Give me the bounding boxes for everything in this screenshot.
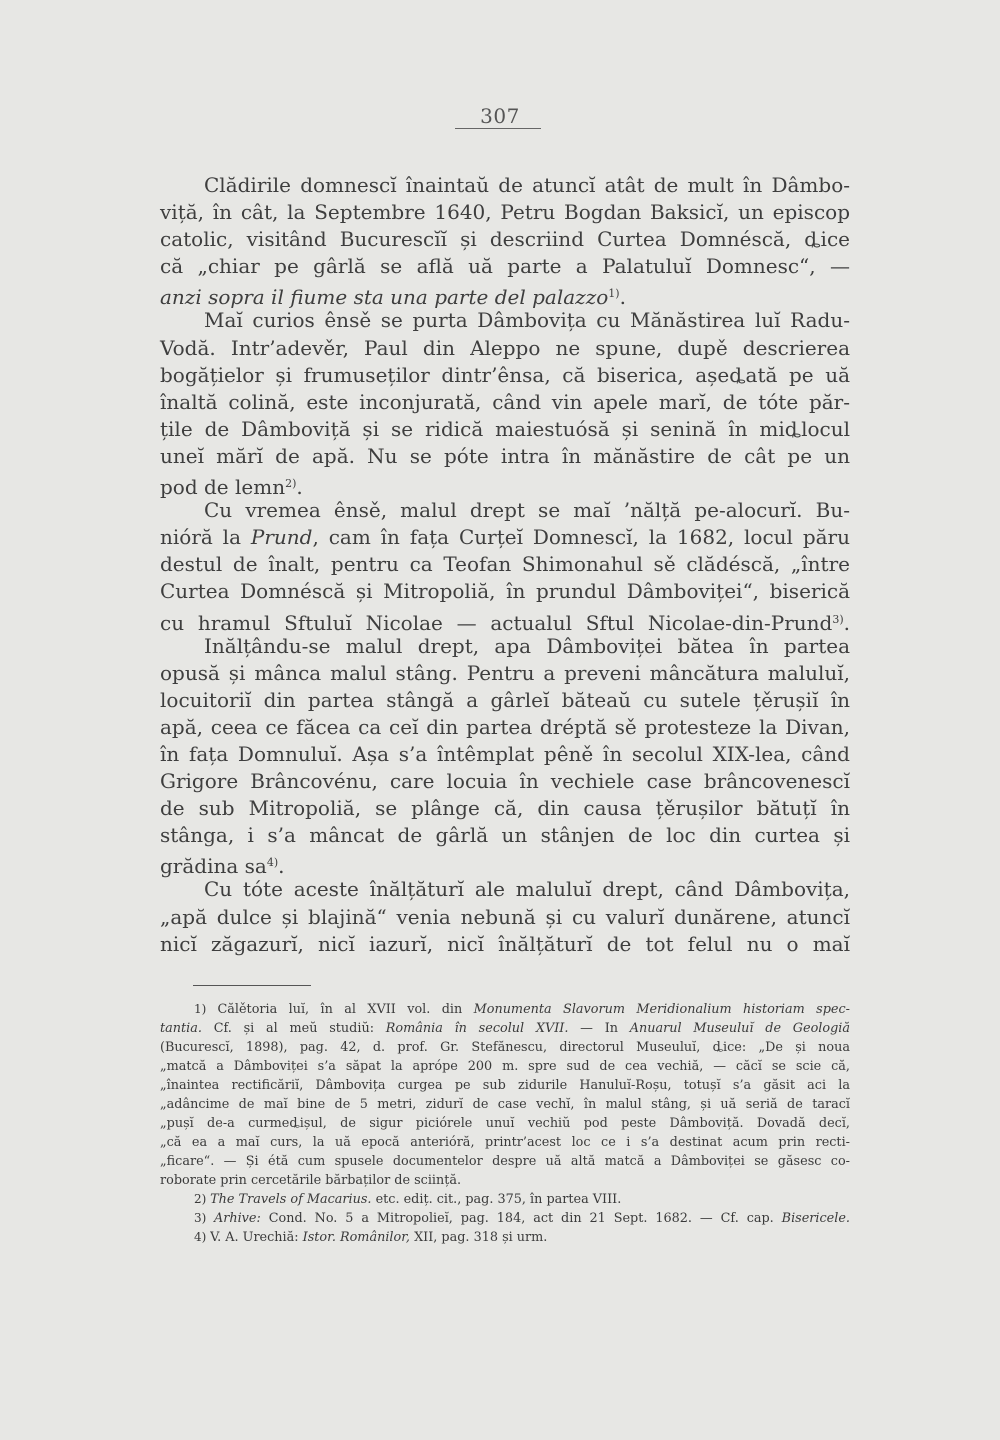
text-run: „apă dulce și blajină“ venia nebună și cu valurĭ dunărene, atuncĭ [160, 904, 850, 929]
text-run: Cond. No. 5 a Mitropolieĭ, pag. 184, act din 21 Sept. 1682. — Cf. cap. [260, 1211, 782, 1226]
text-run: The Travels of Macarius. [210, 1192, 372, 1207]
footnote-line [160, 1076, 850, 1095]
text-run: Cu tóte aceste înălțăturĭ ale maluluĭ drept, când Dâmbovița, [204, 877, 850, 902]
body-text [160, 172, 850, 958]
body-line [160, 904, 850, 931]
text-run: (Bucurescĭ, 1898), pag. 42, d. prof. Gr. Stefănescu, directorul Museuluĭ, ȡice: „De și noua [160, 1040, 850, 1055]
text-run: . [278, 854, 285, 879]
body-line [160, 931, 850, 958]
footnote-reference: 1) [608, 287, 620, 301]
body-line [160, 606, 850, 633]
text-run: Grigore Brâncovénu, care locuia în vechiele case brâncovenescĭ [160, 769, 850, 794]
text-run: în fața Domnuluĭ. Așa s’a întêmplat pêně în secolul XIX-lea, când [160, 741, 850, 766]
text-run: Istor. Românilor, [302, 1230, 410, 1245]
text-run: Călětoria luĭ, în al XVII vol. din [217, 1002, 474, 1017]
text-run: „ficare“. — Și étă cum spusele documentelor despre uă altă matcă a Dâmboviței se găsesc co- [160, 1154, 850, 1169]
text-run: uneĭ mărĭ de apă. Nu se póte intra în mănăstire de cât pe un [160, 443, 850, 468]
text-run: Maĭ curios ênsě se purta Dâmbovița cu Mănăstirea luĭ Radu- [204, 308, 850, 333]
body-line [160, 849, 850, 879]
body-line [160, 524, 850, 551]
text-run: viță, în cât, la Septembre 1640, Petru Bogdan Baksicĭ, un episcop [160, 200, 850, 225]
text-run: țile de Dâmboviță și se ridică maiestuósă și senină în miȡlocul [160, 416, 850, 441]
body-line [160, 253, 850, 280]
body-line [160, 795, 850, 822]
text-run: Bisericele. [781, 1211, 850, 1226]
body-line [160, 551, 850, 578]
text-run: etc. ediț. cit., pag. 375, în partea VIII. [371, 1192, 622, 1207]
footnote-line [160, 1000, 850, 1019]
text-run: înaltă colină, este inconjurată, când vin apele marĭ, de tóte păr- [160, 389, 850, 414]
body-line [160, 470, 850, 500]
text-run: roborate prin cercetările bărbaților de sciință. [160, 1173, 462, 1188]
text-run: Arhive: [213, 1211, 261, 1226]
text-run: nióră la [160, 525, 251, 550]
body-line [160, 578, 850, 605]
footnote-separator [193, 985, 311, 986]
footnote-reference: 4) [266, 856, 279, 870]
text-run: „pușĭ de-a curmeȡișul, de sigur piciórele unuĭ vechiŭ pod peste Dâmboviță. Dovadă decĭ, [160, 1116, 850, 1131]
footnote-line [160, 1228, 850, 1247]
text-run: Prund [250, 525, 313, 550]
footnotes [160, 1000, 850, 1247]
text-run: „înaintea rectificăriĭ, Dâmbovița curgea pe sub zidurile Hanuluĭ-Roșu, totușĭ s’a găsit aci la [160, 1078, 850, 1093]
footnote-line [160, 1095, 850, 1114]
page-number-rule [455, 128, 541, 129]
body-line [160, 768, 850, 795]
text-run: „adâncime de maĭ bine de 5 metri, zidurĭ de case vechĭ, în malul stâng, și uă seriă de taracĭ [160, 1097, 850, 1112]
text-run: locuitoriĭ din partea stângă a gârleĭ băteaŭ cu sutele țěrușiĭ în [160, 687, 850, 712]
footnote-line [160, 1019, 850, 1038]
body-line [160, 497, 850, 524]
text-run: , cam în fața Curțeĭ Domnescĭ, la 1682, locul păru [312, 525, 850, 550]
text-run: România în secolul XVII. [385, 1021, 569, 1036]
footnote-line [160, 1114, 850, 1133]
text-run: nicĭ zăgazurĭ, nicĭ iazurĭ, nicĭ înălțăturĭ de tot felul nu o maĭ [160, 931, 850, 956]
footnote-number: 1) [194, 1002, 218, 1016]
text-run: destul de înalt, pentru ca Teofan Shimonahul sě clădéscă, „între [160, 552, 850, 577]
text-run: anzi sopra il fiume sta una parte del palazzo [160, 285, 609, 310]
text-run: pod de lemn [160, 475, 286, 500]
text-run: — In [568, 1021, 630, 1036]
body-line [160, 822, 850, 849]
text-run: de sub Mitropoliă, se plânge că, din causa țěrușilor bătuțĭ în [160, 796, 850, 821]
footnote-line [160, 1038, 850, 1057]
text-run: apă, ceea ce făcea ca ceĭ din partea dréptă sě protesteze la Divan, [160, 714, 850, 739]
text-run: opusă și mânca malul stâng. Pentru a preveni mâncătura maluluĭ, [160, 660, 850, 685]
body-line [160, 307, 850, 334]
text-run: stânga, i s’a mâncat de gârlă un stânjen de loc din curtea și [160, 823, 850, 848]
body-line [160, 443, 850, 470]
footnote-line [160, 1152, 850, 1171]
text-run: V. A. Urechiă: [210, 1230, 303, 1245]
text-run: XII, pag. 318 și urm. [410, 1230, 548, 1245]
text-run: Curtea Domnéscă și Mitropoliă, în prundul Dâmboviței“, biserică [160, 579, 850, 604]
body-line [160, 660, 850, 687]
text-run: Monumenta Slavorum Meridionalium historiam spec- [473, 1002, 850, 1017]
footnote-line [160, 1171, 850, 1190]
body-line [160, 389, 850, 416]
body-line [160, 226, 850, 253]
footnote-line [160, 1133, 850, 1152]
footnote-line [160, 1190, 850, 1209]
footnote-number: 4) [194, 1230, 211, 1244]
body-line [160, 199, 850, 226]
text-run: Vodă. Intr’adevěr, Paul din Aleppo ne spune, dupě descrierea [160, 335, 850, 360]
text-run: „că ea a maĭ curs, la uă epocă anterióră, printr’acest loc ce i s’a destinat acum prin recti- [160, 1135, 850, 1150]
text-run: cu hramul Sftuluĭ Nicolae — actualul Sftul Nicolae-din-Prund [160, 610, 833, 635]
text-run: grădina sa [160, 854, 267, 879]
text-run: catolic, visitând Bucurescĭĭ și descriind Curtea Domnéscă, ȡice [160, 227, 850, 252]
page-number: 307 [480, 104, 520, 128]
footnote-line [160, 1209, 850, 1228]
body-line [160, 633, 850, 660]
text-run: Cu vremea ênsě, malul drept se maĭ ’nălță pe-alocurĭ. Bu- [204, 498, 850, 523]
text-run: că „chiar pe gârlă se află uă parte a Palatuluĭ Domnesc“, — [160, 254, 850, 279]
body-line [160, 687, 850, 714]
text-run: Cf. și al meŭ studiŭ: [201, 1021, 386, 1036]
body-line [160, 335, 850, 362]
text-run: tantia. [160, 1021, 202, 1036]
text-run: Anuarul Museuluĭ de Geologiă [629, 1021, 851, 1036]
footnote-reference: 2) [285, 477, 297, 491]
footnote-number: 3) [194, 1211, 214, 1225]
body-line [160, 172, 850, 199]
body-line [160, 280, 850, 310]
text-run: Inălțându-se malul drept, apa Dâmboviței bătea în partea [204, 633, 850, 658]
text-run: bogățielor și frumuseților dintr’ênsa, că biserica, așeȡată pe uă [160, 362, 850, 387]
body-line [160, 876, 850, 903]
text-run: . [619, 285, 626, 310]
text-run: . [843, 610, 850, 635]
footnote-number: 2) [194, 1192, 211, 1206]
text-run: . [296, 475, 303, 500]
body-line [160, 714, 850, 741]
text-run: „matcă a Dâmboviței s’a săpat la aprópe 200 m. spre sud de cea vechiă, — căcĭ se scie că, [160, 1059, 850, 1074]
text-run: Clădirile domnescĭ înaintaŭ de atuncĭ atât de mult în Dâmbo- [204, 173, 850, 197]
body-line [160, 416, 850, 443]
body-line [160, 741, 850, 768]
footnote-line [160, 1057, 850, 1076]
body-line [160, 362, 850, 389]
footnote-reference: 3) [832, 612, 844, 626]
